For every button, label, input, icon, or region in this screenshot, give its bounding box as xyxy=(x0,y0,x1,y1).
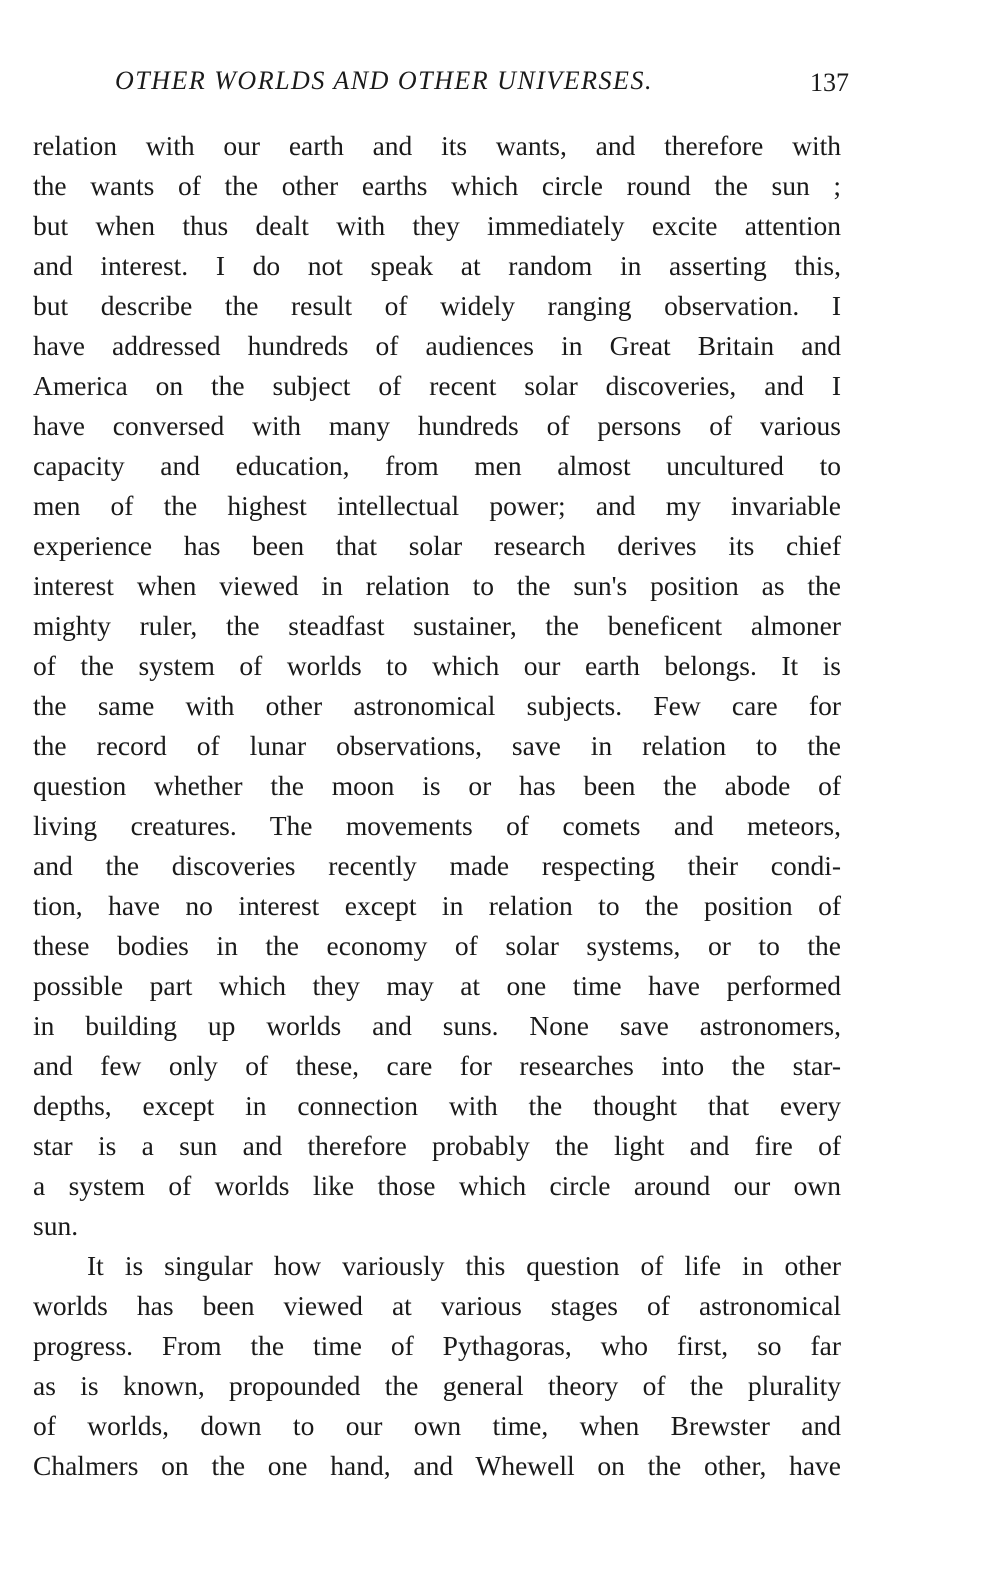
text-line: tion, have no interest except in relation to the position of xyxy=(33,890,841,921)
text-line: of the system of worlds to which our earth belongs. It is xyxy=(33,650,841,681)
text-line: experience has been that solar research derives its chief xyxy=(33,530,841,561)
text-line: these bodies in the economy of solar systems, or to the xyxy=(33,930,841,961)
text-line: of worlds, down to our own time, when Brewster and xyxy=(33,1410,841,1441)
running-title: OTHER WORLDS AND OTHER UNIVERSES. xyxy=(115,66,653,95)
text-line: interest when viewed in relation to the sun's position as the xyxy=(33,570,841,601)
text-line: relation with our earth and its wants, and therefore with xyxy=(33,130,841,161)
text-line: worlds has been viewed at various stages of astronomical xyxy=(33,1290,841,1321)
text-line: and few only of these, care for researches into the star- xyxy=(33,1050,841,1081)
text-line: and the discoveries recently made respecting their condi- xyxy=(33,850,841,881)
text-line: Chalmers on the one hand, and Whewell on the other, have xyxy=(33,1450,841,1481)
text-line: the wants of the other earths which circle round the sun ; xyxy=(33,170,841,201)
paragraph-1 xyxy=(33,126,841,1246)
text-line: men of the highest intellectual power; and my invariable xyxy=(33,490,841,521)
paragraph-2 xyxy=(33,1246,841,1486)
text-line: but describe the result of widely ranging observation. I xyxy=(33,290,841,321)
text-line: depths, except in connection with the thought that every xyxy=(33,1090,841,1121)
body-text xyxy=(33,126,841,1486)
text-line: the same with other astronomical subjects. Few care for xyxy=(33,690,841,721)
text-line: star is a sun and therefore probably the light and fire of xyxy=(33,1130,841,1161)
text-line: but when thus dealt with they immediately excite attention xyxy=(33,210,841,241)
text-line: capacity and education, from men almost uncultured to xyxy=(33,450,841,481)
text-line: mighty ruler, the steadfast sustainer, the beneficent almoner xyxy=(33,610,841,641)
text-line: have conversed with many hundreds of persons of various xyxy=(33,410,841,441)
text-line: It is singular how variously this question of life in other xyxy=(87,1250,841,1281)
text-line: a system of worlds like those which circle around our own xyxy=(33,1170,841,1201)
text-line: sun. xyxy=(33,1210,79,1241)
text-line: the record of lunar observations, save in relation to the xyxy=(33,730,841,761)
text-line: and interest. I do not speak at random in asserting this, xyxy=(33,250,841,281)
text-line: in building up worlds and suns. None save astronomers, xyxy=(33,1010,841,1041)
text-line: America on the subject of recent solar discoveries, and I xyxy=(33,370,841,401)
text-line: living creatures. The movements of comets and meteors, xyxy=(33,810,841,841)
text-line: have addressed hundreds of audiences in Great Britain and xyxy=(33,330,841,361)
text-line: question whether the moon is or has been the abode of xyxy=(33,770,841,801)
text-line: as is known, propounded the general theory of the plurality xyxy=(33,1370,841,1401)
page-number: 137 xyxy=(810,68,849,97)
text-line: possible part which they may at one time have performed xyxy=(33,970,841,1001)
text-line: progress. From the time of Pythagoras, who first, so far xyxy=(33,1330,841,1361)
